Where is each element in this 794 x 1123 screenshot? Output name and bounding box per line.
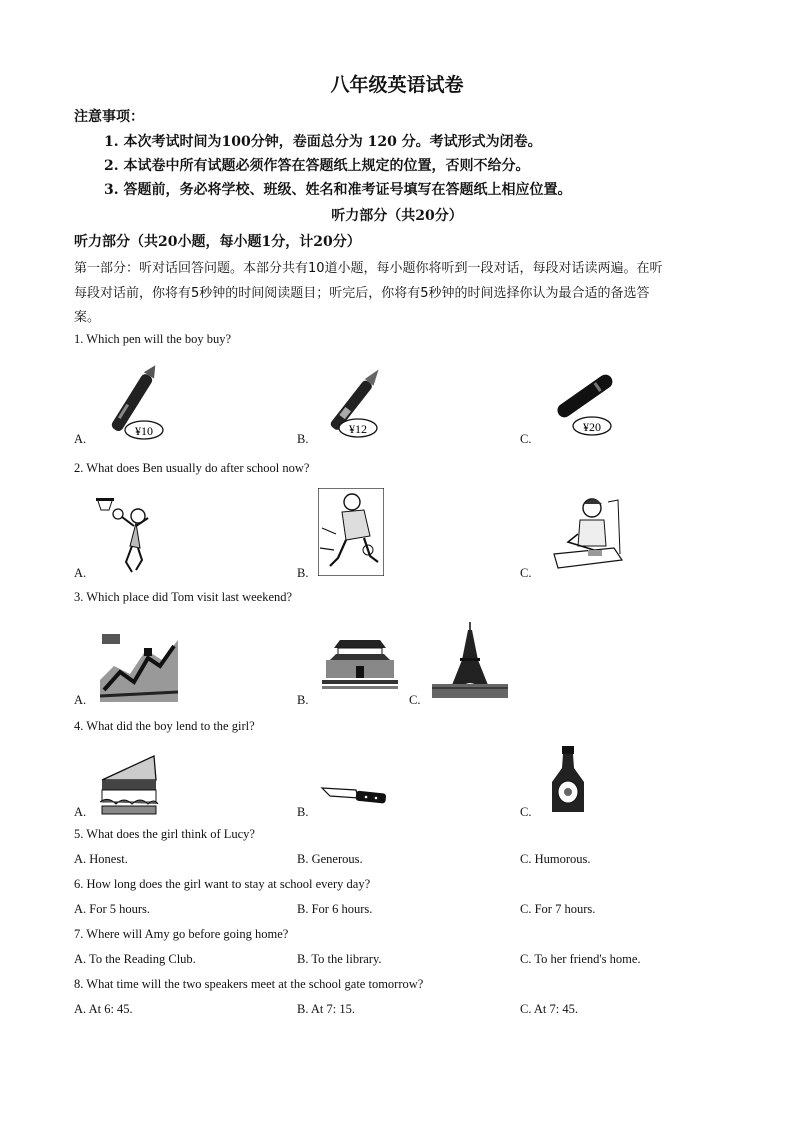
q7-option-c: C. To her friend's home. (520, 952, 641, 966)
q4-option-b-label: B. (297, 805, 309, 819)
q7-option-a: A. To the Reading Club. (74, 952, 196, 966)
instructions-line-2: 每段对话前，你将有5秒钟的时间阅读题目；听完后，你将有5秒钟的时间选择你认为最合适的备选答 (74, 286, 650, 301)
q1-option-c-label: C. (520, 432, 532, 446)
pen-a-image (96, 358, 176, 442)
pen-c-image (546, 364, 630, 442)
q2-option-a-label: A. (74, 566, 87, 580)
q5-option-c: C. Humorous. (520, 852, 591, 866)
instructions-line-1: 第一部分：听对话回答问题。本部分共有10道小题，每小题你将听到一段对话，每段对话读两遍。在听 (74, 261, 663, 276)
q2-option-b-label: B. (297, 566, 309, 580)
q4-option-a-label: A. (74, 805, 87, 819)
question-7: 7. Where will Amy go before going home? (74, 927, 289, 941)
q7-option-b: B. To the library. (297, 952, 382, 966)
q5-option-b: B. Generous. (297, 852, 363, 866)
question-5: 5. What does the girl think of Lucy? (74, 827, 255, 841)
q3-option-b-label: B. (297, 693, 309, 707)
pen-b-image (316, 362, 400, 442)
note-item-1: 1. 本次考试时间为100分钟，卷面总分为 120 分。考试形式为闭卷。 (104, 134, 542, 150)
q6-option-b: B. For 6 hours. (297, 902, 373, 916)
page-title: 八年级英语试卷 (330, 74, 464, 96)
section-title: 听力部分（共20分） (331, 208, 463, 224)
q6-option-c: C. For 7 hours. (520, 902, 596, 916)
question-1: 1. Which pen will the boy buy? (74, 332, 232, 346)
boy-doing-homework-image (548, 494, 628, 574)
notes-heading: 注意事项： (74, 109, 144, 125)
listening-heading: 听力部分（共20小题，每小题1分，计20分） (74, 234, 361, 250)
sandwich-image (98, 750, 160, 816)
note-item-2: 2. 本试卷中所有试题必须作答在答题纸上规定的位置，否则不给分。 (104, 158, 530, 174)
q1-option-a-label: A. (74, 432, 87, 446)
price-a: ¥10 (135, 424, 153, 438)
question-8: 8. What time will the two speakers meet at the school gate tomorrow? (74, 977, 424, 991)
question-3: 3. Which place did Tom visit last weekend? (74, 590, 293, 604)
q2-option-c-label: C. (520, 566, 532, 580)
q8-option-b: B. At 7: 15. (297, 1002, 355, 1016)
knife-image (320, 778, 388, 808)
q5-option-a: A. Honest. (74, 852, 128, 866)
question-2: 2. What does Ben usually do after school now? (74, 461, 310, 475)
q3-option-a-label: A. (74, 693, 87, 707)
eiffel-tower-image (432, 620, 508, 700)
question-4: 4. What did the boy lend to the girl? (74, 719, 255, 733)
q6-option-a: A. For 5 hours. (74, 902, 151, 916)
q3-option-c-label: C. (409, 693, 421, 707)
q1-option-b-label: B. (297, 432, 309, 446)
tiananmen-image (322, 630, 398, 692)
instructions-line-3: 案。 (74, 310, 101, 325)
q8-option-a: A. At 6: 45. (74, 1002, 133, 1016)
price-b: ¥12 (349, 422, 367, 436)
basketball-image (92, 490, 162, 576)
price-c: ¥20 (583, 420, 601, 434)
note-item-3: 3. 答题前，务必将学校、班级、姓名和准考证号填写在答题纸上相应位置。 (104, 182, 572, 198)
question-6: 6. How long does the girl want to stay at school every day? (74, 877, 371, 891)
soccer-player-image (318, 488, 384, 576)
q8-option-c: C. At 7: 45. (520, 1002, 578, 1016)
great-wall-image (100, 630, 178, 702)
q4-option-c-label: C. (520, 805, 532, 819)
ketchup-bottle-image (548, 746, 588, 816)
